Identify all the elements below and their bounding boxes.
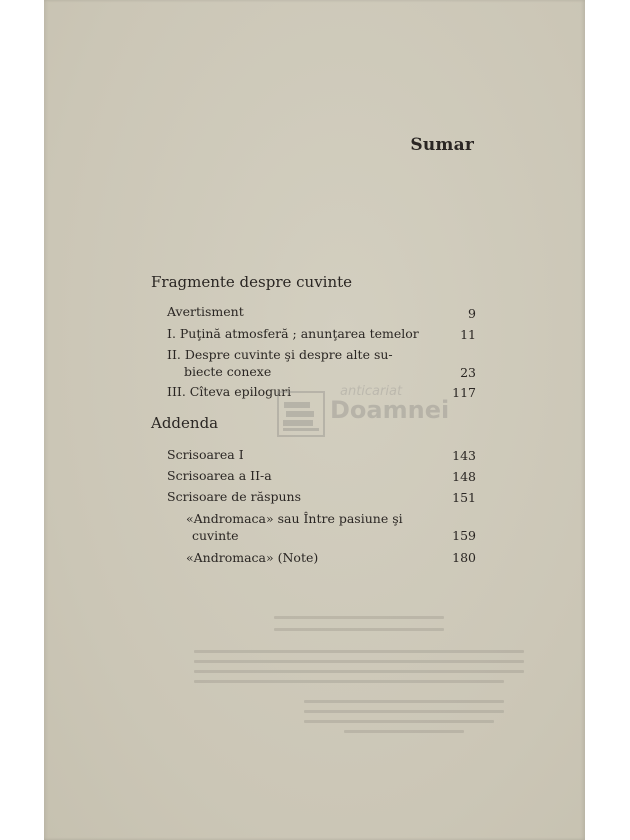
toc-page-number: 159 (452, 528, 476, 543)
toc-entry-text: «Andromaca» (Note) (186, 550, 319, 565)
section-heading-addenda: Addenda (151, 414, 219, 432)
toc-entry-text: Avertisment (167, 304, 244, 319)
toc-page-number: 143 (452, 448, 476, 463)
section-heading-fragmente: Fragmente despre cuvinte (151, 273, 353, 291)
watermark (276, 378, 450, 448)
toc-page-number: 151 (452, 490, 476, 505)
toc-page-number: 23 (460, 365, 476, 380)
toc-entry-text: III. Cîteva epiloguri (167, 384, 292, 399)
toc-page-number: 117 (452, 385, 476, 400)
book-page (44, 0, 585, 840)
toc-entry-text-continued: cuvinte (192, 528, 239, 543)
toc-entry-despre-cuvinte (167, 346, 393, 380)
toc-page-number: 9 (468, 306, 476, 321)
toc-entry-scrisoare-raspuns (167, 488, 301, 505)
toc-entry-text: I. Puţină atmosferă ; anunţarea temelor (167, 326, 419, 341)
show-through-texture (194, 608, 524, 738)
toc-entry-text: Scrisoare de răspuns (167, 489, 302, 504)
toc-entry-text: II. Despre cuvinte şi despre alte su- (167, 347, 393, 362)
toc-entry-andromaca (186, 510, 403, 544)
toc-page-number: 180 (452, 550, 476, 565)
toc-entry-text: Scrisoarea a II-a (167, 468, 272, 483)
page-title: Sumar (410, 135, 474, 155)
toc-entry-epiloguri (167, 383, 291, 400)
watermark-text-main: Doamnei (330, 396, 450, 424)
toc-page-number: 11 (460, 327, 476, 342)
toc-entry-text: Scrisoarea I (167, 447, 244, 462)
toc-entry-avertisment (167, 303, 244, 320)
toc-entry-andromaca-note (186, 549, 318, 566)
toc-entry-scrisoarea-i (167, 446, 244, 463)
toc-entry-text-continued: biecte conexe (184, 364, 272, 379)
book-stack-icon (276, 390, 326, 438)
toc-page-number: 148 (452, 469, 476, 484)
toc-entry-text: «Andromaca» sau Între pasiune şi (186, 511, 403, 526)
toc-entry-atmosfera (167, 325, 419, 342)
toc-entry-scrisoarea-ii (167, 467, 272, 484)
watermark-text-top: anticariat (340, 384, 403, 399)
